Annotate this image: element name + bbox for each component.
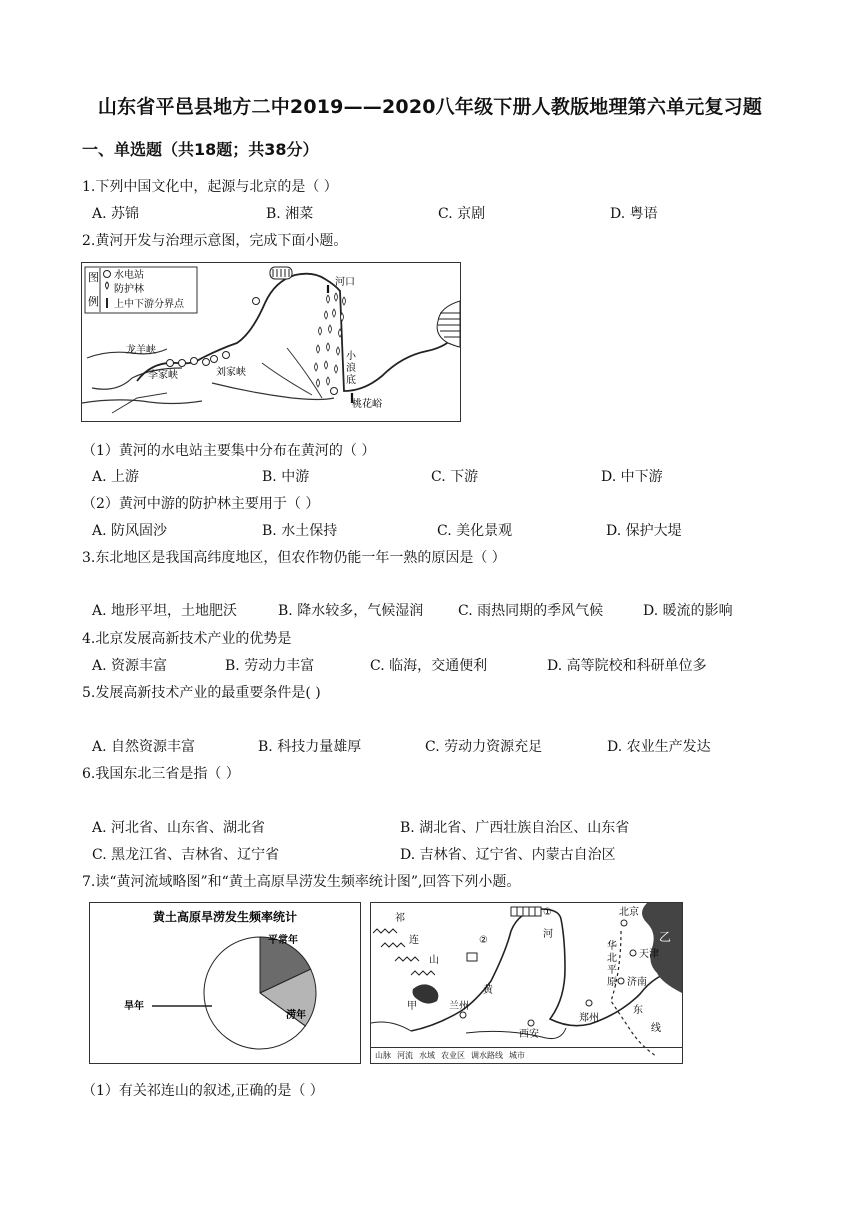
label-xiaolangdi [346,349,357,386]
question-1-stem: 1.下列中国文化中，起源与北京的是（ ） [82,179,338,195]
pie-title: 黄土高原旱涝发生频率统计 [152,910,298,924]
svg-text:连: 连 [409,935,419,946]
qilian-mountain-symbols [373,929,435,975]
section-heading: 一、单选题（共18题；共38分） [82,140,319,159]
svg-text:北: 北 [607,953,617,964]
legend-hydropower: 水电站 [114,270,144,281]
label-liujiaxia: 刘家峡 [216,367,246,378]
svg-text:兰州: 兰州 [449,1001,469,1012]
question-5-stem: 5.发展高新技术产业的最重要条件是( ) [82,685,321,701]
yellow-river-basin-map [370,902,683,1064]
question-2-1-stem: （1）黄河的水电站主要集中分布在黄河的（ ） [82,443,376,459]
question-7-1-stem: （1）有关祁连山的叙述,正确的是（ ） [82,1083,324,1099]
q5-option-a[interactable]: A. 自然资源丰富 [92,739,196,755]
q6-option-c[interactable]: C. 黑龙江省、吉林省、辽宁省 [92,847,280,863]
yellow-river-development-map [81,262,461,422]
q1-option-b[interactable]: B. 湘菜 [266,206,314,222]
svg-text:华: 华 [607,941,617,952]
question-3-stem: 3.东北地区是我国高纬度地区，但农作物仍能一年一熟的原因是（ ） [82,550,506,566]
svg-text:乙: 乙 [659,930,672,944]
legend-diversion: 调水路线 [471,1051,503,1060]
q5-option-c[interactable]: C. 劳动力资源充足 [425,739,543,755]
svg-text:北京: 北京 [619,907,639,918]
svg-text:西安: 西安 [519,1029,539,1040]
svg-text:河: 河 [543,929,553,940]
legend-forest: 防护林 [114,284,144,295]
q2-1-option-d[interactable]: D. 中下游 [601,469,663,485]
svg-text:小: 小 [346,351,356,362]
pie-label-normal: 平常年 [268,935,298,946]
q1-option-a[interactable]: A. 苏锦 [92,206,140,222]
q6-option-b[interactable]: B. 湖北省、广西壮族自治区、山东省 [400,820,630,836]
q3-option-d[interactable]: D. 暖流的影响 [643,603,733,619]
label-taohuayu: 桃花峪 [352,399,382,410]
q4-option-d[interactable]: D. 高等院校和科研单位多 [547,658,707,674]
q2-1-option-a[interactable]: A. 上游 [92,469,140,485]
pie-label-flood: 涝年 [286,1010,306,1021]
svg-text:郑州: 郑州 [579,1013,599,1024]
svg-text:东: 东 [633,1005,643,1016]
question-6-stem: 6.我国东北三省是指（ ） [82,766,240,782]
map2-legend [371,1047,682,1063]
q2-2-option-b[interactable]: B. 水土保持 [262,523,338,539]
legend-water: 水域 [419,1051,435,1060]
q5-option-b[interactable]: B. 科技力量雄厚 [258,739,362,755]
q6-option-d[interactable]: D. 吉林省、辽宁省、内蒙古自治区 [400,847,616,863]
label-hekou: 河口 [335,277,355,288]
question-2-stem: 2.黄河开发与治理示意图，完成下面小题。 [82,233,348,249]
q3-option-c[interactable]: C. 雨热同期的季风气候 [458,603,604,619]
svg-text:线: 线 [651,1023,661,1034]
q3-option-b[interactable]: B. 降水较多，气候湿润 [278,603,424,619]
svg-text:②: ② [479,935,488,946]
q4-option-a[interactable]: A. 资源丰富 [92,658,168,674]
question-2-2-stem: （2）黄河中游的防护林主要用于（ ） [82,496,320,512]
svg-text:浪: 浪 [346,363,356,374]
drought-flood-pie-chart [89,902,361,1064]
q1-option-d[interactable]: D. 粤语 [610,206,658,222]
svg-text:黄: 黄 [483,985,493,996]
svg-text:①: ① [543,907,552,918]
question-4-stem: 4.北京发展高新技术产业的优势是 [82,631,292,647]
svg-text:平: 平 [607,965,617,976]
label-lijiaxia: 李家峡 [148,370,178,381]
hydropower-legend-icon [104,271,111,278]
q2-2-option-c[interactable]: C. 美化景观 [437,523,513,539]
svg-text:原: 原 [607,977,617,988]
pie-label-dry: 旱年 [124,1001,144,1012]
label-longyangxia: 龙羊峡 [126,345,156,356]
q6-option-a[interactable]: A. 河北省、山东省、湖北省 [92,820,266,836]
svg-text:甲: 甲 [407,1001,417,1012]
q2-2-option-a[interactable]: A. 防风固沙 [92,523,168,539]
svg-text:底: 底 [346,375,356,386]
map2-labels [395,905,671,1040]
svg-text:山: 山 [429,955,439,966]
legend-farmland: 农业区 [441,1051,465,1060]
q3-option-a[interactable]: A. 地形平坦，土地肥沃 [92,603,238,619]
q2-1-option-c[interactable]: C. 下游 [431,469,479,485]
svg-text:天津: 天津 [639,949,659,960]
legend-river: 河流 [397,1051,413,1060]
forest-legend-icon [106,282,109,289]
legend-title-top: 图 [88,271,99,284]
q2-1-option-b[interactable]: B. 中游 [262,469,310,485]
question-7-stem: 7.读“黄河流域略图”和“黄土高原旱涝发生频率统计图”,回答下列小题。 [82,874,521,890]
svg-text:祁: 祁 [395,913,405,924]
legend-title-bottom: 例 [88,295,99,308]
legend-mountain: 山脉 [375,1051,391,1060]
q1-option-c[interactable]: C. 京剧 [438,206,486,222]
legend-boundary: 上中下游分界点 [114,299,184,310]
q4-option-c[interactable]: C. 临海，交通便利 [370,658,488,674]
svg-text:济南: 济南 [627,977,647,988]
page-title: 山东省平邑县地方二中2019——2020八年级下册人教版地理第六单元复习题 [97,96,763,118]
q4-option-b[interactable]: B. 劳动力丰富 [225,658,315,674]
sea-yi [642,903,682,993]
legend-city: 城市 [509,1051,525,1060]
q2-2-option-d[interactable]: D. 保护大堤 [606,523,682,539]
q5-option-d[interactable]: D. 农业生产发达 [607,739,711,755]
